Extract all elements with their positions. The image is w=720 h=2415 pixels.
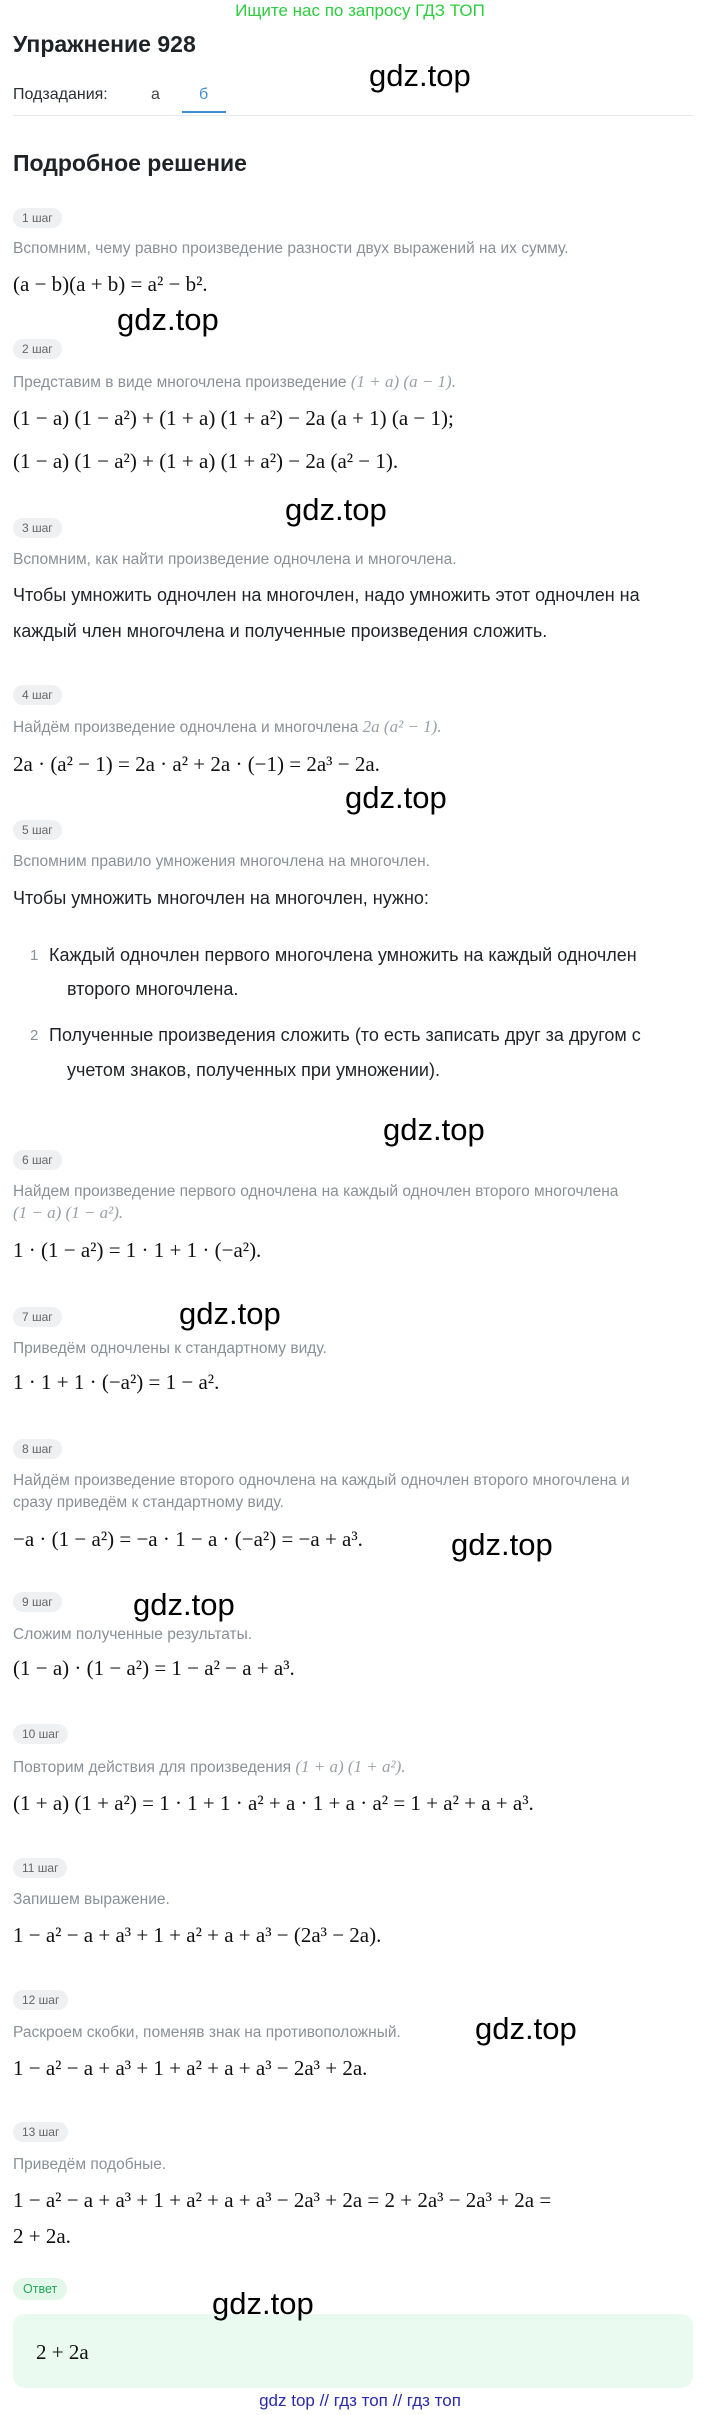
step-note: Приведём одночлены к стандартному виду. [13,1340,327,1357]
divider [13,115,693,116]
step-note: Найдём произведение второго одночлена на каждый одночлен второго многочлена и [13,1472,630,1489]
footer-links[interactable]: gdz top // гдз топ // гдз топ [259,2391,461,2410]
list-number: 1 [30,947,39,964]
step-math: 1 − a² − a + a³ + 1 + a² + a + a³ − 2a³ + 2a. [13,2056,368,2080]
watermark: gdz.top [345,780,447,815]
step-badge: 7 шаг [13,1307,62,1327]
watermark: gdz.top [117,302,219,337]
step-math: (a − b)(a + b) = a² − b². [13,272,208,296]
step-badge: 8 шаг [13,1439,62,1459]
answer-label: Ответ [13,2278,67,2300]
step-badge: 4 шаг [13,685,62,705]
step-badge: 9 шаг [13,1592,62,1612]
watermark: gdz.top [179,1296,281,1331]
watermark: gdz.top [475,2011,577,2046]
step-badge: 2 шаг [13,339,62,359]
step-math: 2a · (a² − 1) = 2a · a² + 2a · (−1) = 2a³ − 2a. [13,752,380,776]
step-badge: 1 шаг [13,208,62,228]
step-math: (1 + a) (1 + a²) = 1 · 1 + 1 · a² + a · 1 + a · a² = 1 + a² + a + a³. [13,1791,534,1815]
tab-a[interactable]: а [151,86,160,103]
step-note: Найдём произведение одночлена и многочлена 2a (a² − 1). [13,717,442,736]
page-title: Упражнение 928 [13,31,196,57]
active-tab-indicator [182,111,226,113]
step-note: Приведём подобные. [13,2156,167,2173]
step-note: Раскроем скобки, поменяв знак на противоположный. [13,2024,401,2041]
step-note: сразу приведём к стандартному виду. [13,1494,284,1511]
watermark: gdz.top [212,2286,314,2321]
tab-b[interactable]: б [199,86,209,103]
section-title: Подробное решение [13,150,247,176]
step-math: −a · (1 − a²) = −a · 1 − a · (−a²) = −a + a³. [13,1527,363,1551]
step-badge: 11 шаг [13,1858,67,1878]
step-math: (1 − a) (1 − a²) + (1 + a) (1 + a²) − 2a (a² − 1). [13,449,399,473]
step-math: (1 − a) (1 − a²) + (1 + a) (1 + a²) − 2a (a + 1) (a − 1); [13,406,454,430]
step-math: 1 − a² − a + a³ + 1 + a² + a + a³ − 2a³ + 2a = 2 + 2a³ − 2a³ + 2a = [13,2188,552,2212]
step-text: каждый член многочлена и полученные произведения сложить. [13,621,548,641]
step-badge: 5 шаг [13,820,62,840]
step-badge: 13 шаг [13,2122,68,2142]
subtasks-label: Подзадания: [13,86,108,103]
step-note: Представим в виде многочлена произведение (1 + a) (a − 1). [13,372,456,391]
step-badge: 12 шаг [13,1990,68,2010]
step-math: 1 · (1 − a²) = 1 · 1 + 1 · (−a²). [13,1238,262,1262]
step-note: Вспомним, чему равно произведение разности двух выражений на их сумму. [13,240,569,257]
list-item: учетом знаков, полученных при умножении). [67,1060,440,1080]
step-note: Запишем выражение. [13,1891,170,1908]
watermark: gdz.top [369,58,471,93]
step-note-math: (1 − a) (1 − a²). [13,1203,124,1222]
search-hint: Ищите нас по запросу ГДЗ ТОП [235,1,485,20]
list-number: 2 [30,1027,39,1044]
answer-value: 2 + 2a [36,2340,89,2364]
step-note: Сложим полученные результаты. [13,1626,253,1643]
step-text: Чтобы умножить одночлен на многочлен, надо умножить этот одночлен на [13,585,640,605]
step-note: Повторим действия для произведения (1 + a) (1 + a²). [13,1757,406,1776]
step-math: 1 − a² − a + a³ + 1 + a² + a + a³ − (2a³ − 2a). [13,1923,382,1947]
list-item: Каждый одночлен первого многочлена умножить на каждый одночлен [49,945,637,965]
step-badge: 6 шаг [13,1150,62,1170]
watermark: gdz.top [383,1112,485,1147]
watermark: gdz.top [285,492,387,527]
step-note: Вспомним, как найти произведение одночлена и многочлена. [13,551,457,568]
watermark: gdz.top [133,1587,235,1622]
watermark: gdz.top [451,1527,553,1562]
step-note: Найдем произведение первого одночлена на каждый одночлен второго многочлена [13,1183,619,1200]
step-math: (1 − a) · (1 − a²) = 1 − a² − a + a³. [13,1656,295,1680]
step-note: Вспомним правило умножения многочлена на многочлен. [13,853,430,870]
step-badge: 3 шаг [13,518,62,538]
list-item: второго многочлена. [67,979,239,999]
step-math: 1 · 1 + 1 · (−a²) = 1 − a². [13,1370,220,1394]
step-text: Чтобы умножить многочлен на многочлен, нужно: [13,888,429,908]
list-item: Полученные произведения сложить (то есть записать друг за другом с [49,1025,641,1045]
step-badge: 10 шаг [13,1724,68,1744]
step-math: 2 + 2a. [13,2224,71,2248]
answer-box [13,2314,693,2388]
